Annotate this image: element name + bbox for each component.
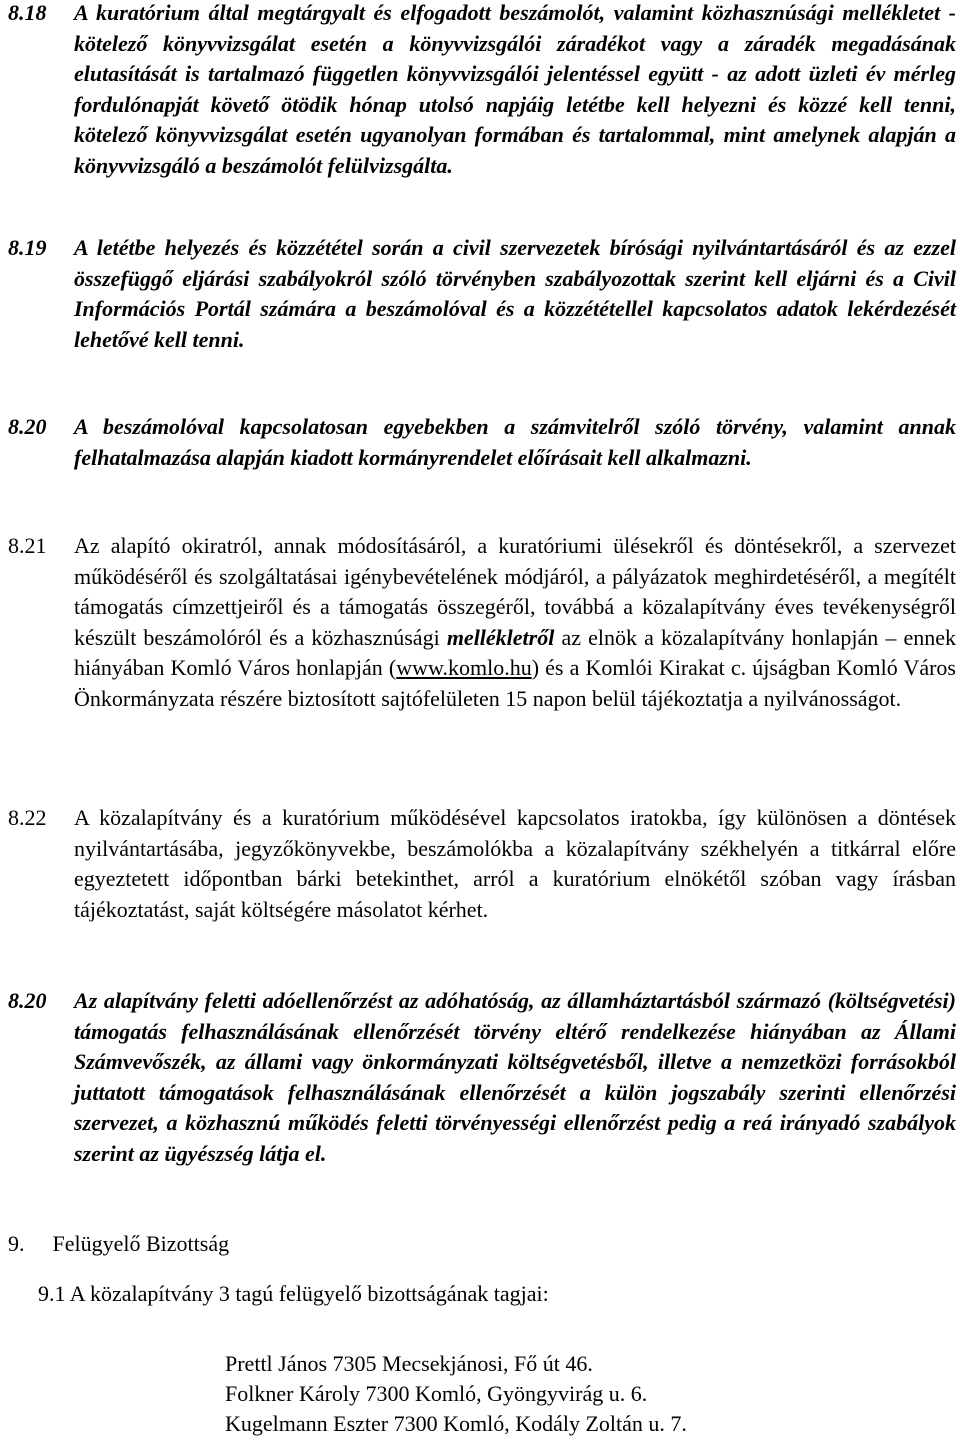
section-title: Felügyelő Bizottság (52, 1231, 230, 1256)
paragraph-8-22 (8, 803, 956, 925)
paragraph-text: A kuratórium által megtárgyalt és elfogadott beszámolót, valamint közhasznúsági mellékletet - kötelező könyvvizsgálat esetén a könyvvizsgálói záradékot vagy a záradék megadásának elutasítását is tartalmazó független könyvvizsgálói jelentéssel együtt - az adott üzleti év mérleg fordulónapját követő ötödik hónap utolsó napjáig letétbe kell helyezni és közzé kell tenni, kötelező könyvvizsgálat esetén ugyanolyan formában és tartalommal, mint amelynek alapján a könyvvizsgáló a beszámolót felülvizsgálta. (74, 0, 956, 178)
paragraph-number: 8.18 (8, 0, 47, 25)
member-line: Prettl János 7305 Mecsekjánosi, Fő út 46. (225, 1351, 593, 1376)
paragraph-8-21 (8, 531, 956, 714)
paragraph-8-18 (8, 0, 956, 181)
paragraph-8-19 (8, 233, 956, 355)
section-number: 9. (8, 1231, 25, 1256)
text-segment: ) és a Komlói Kirakat c. újságban Komló Város Önkormányzata részére biztosított sajtófelületen 15 napon belül tájékoztatja a nyilvánosságot. (74, 655, 956, 711)
member-line: Kugelmann Eszter 7300 Komló, Kodály Zoltán u. 7. (225, 1411, 687, 1436)
paragraph-text: A beszámolóval kapcsolatosan egyebekben a számvitelről szóló törvény, valamint annak felhatalmazása alapján kiadott kormányrendelet előírásait kell alkalmazni. (74, 414, 956, 470)
paragraph-number: 8.19 (8, 235, 47, 260)
paragraph-text: Az alapítvány feletti adóellenőrzést az adóhatóság, az államháztartásból származó (költségvetési) támogatás felhasználásának ellenőrzését törvény eltérő rendelkezése hiányában az Állami Számvevőszék, az állami vagy önkormányzati költségvetésből, illetve a nemzetközi forrásokból juttatott támogatások felhasználásának ellenőrzését a külön jogszabály szerinti ellenőrzési szervezet, a közhasznú működés feletti törvényességi ellenőrzést pedig a reá irányadó szabályok szerint az ügyészség látja el. (74, 988, 956, 1166)
member-line: Folkner Károly 7300 Komló, Gyöngyvirág u. 6. (225, 1381, 648, 1406)
paragraph-8-20-second (8, 986, 956, 1169)
paragraph-number: 8.21 (8, 533, 47, 558)
paragraph-number: 8.20 (8, 988, 47, 1013)
paragraph-text: A közalapítvány és a kuratórium működésével kapcsolatos iratokba, így különösen a döntések nyilvántartásába, jegyzőkönyvekbe, beszámolókba a közalapítvány székhelyén a titkárral előre egyeztetett időpontban bárki betekinthet, arról a kuratórium elnökétől szóban vagy írásban tájékoztatást, saját költségére másolatot kérhet. (74, 805, 956, 922)
paragraph-text (74, 531, 956, 714)
emphasized-word: mellékletről (446, 624, 555, 650)
text-segment: Az alapító okiratról, annak módosításáról, a kuratóriumi ülésekről és döntésekről, a szervezet működéséről és szolgáltatásai igénybevételének módjáról, a pályázatok meghirdetéséről, a megítélt támogatás címzettjeiről és a támogatás összegéről, továbbá a közalapítvány éves tevékenységről készült beszámolóról és a közhasznúsági (74, 533, 956, 650)
website-link[interactable]: www.komlo.hu (396, 655, 532, 680)
subsection-9-1: 9.1 A közalapítvány 3 tagú felügyelő bizottságának tagjai: (38, 1281, 549, 1306)
paragraph-number: 8.20 (8, 414, 47, 439)
text-segment: az elnök a közalapítvány honlapján – ennek hiányában Komló Város honlapján ( (74, 624, 957, 680)
paragraph-text: A letétbe helyezés és közzététel során a civil szervezetek bírósági nyilvántartásáról és az ezzel összefüggő eljárási szabályokról szóló törvényben szabályozottak szerint kell eljárni és a Civil Információs Portál számára a beszámolóval és a közzététellel kapcsolatos adatok lekérdezését lehetővé kell tenni. (74, 235, 956, 352)
section-heading-9 (8, 1229, 229, 1260)
paragraph-number: 8.22 (8, 805, 47, 830)
paragraph-8-20-first (8, 412, 956, 473)
